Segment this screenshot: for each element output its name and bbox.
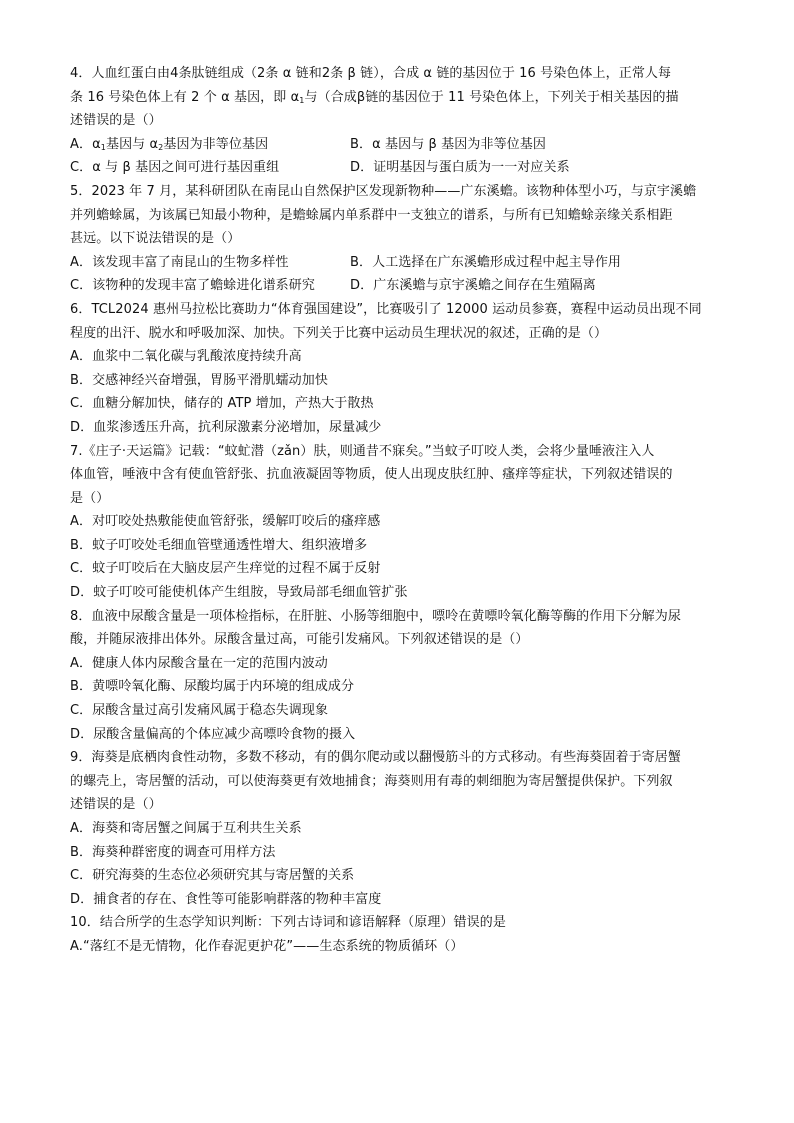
question-9-stem-line: 9．海葵是底栖肉食性动物，多数不移动，有的偶尔爬动或以翻慢筋斗的方式移动。有些海葵固着于寄居蟹 (70, 750, 681, 766)
question-6-option-a: A．血浆中二氧化碳与乳酸浓度持续升高 (70, 349, 302, 365)
question-6-stem-line: 6．TCL2024 惠州马拉松比赛助力“体育强国建设”，比赛吸引了 12000 运动员参赛，赛程中运动员出现不同 (70, 301, 702, 317)
option-text: A．α (70, 136, 101, 152)
question-4-stem-line (70, 86, 730, 110)
question-4-option-a (70, 133, 350, 157)
question-4-text: 与（合成β链的基因位于 11 号染色体上，下列关于相关基因的描 (304, 89, 679, 105)
question-5-stem-line: 甚远。以下说法错误的是（） (70, 231, 241, 247)
question-4-stem-line: 4．人血红蛋白由4条肽链组成（2条 α 链和2条 β 链），合成 α 链的基因位于 16 号染色体上，正常人每 (70, 66, 672, 81)
question-9 (70, 746, 730, 911)
question-5-stem-line: 5．2023 年 7 月，某科研团队在南昆山自然保护区发现新物种——广东溪蟾。该物种体型小巧，与京宇溪蟾 (70, 183, 697, 199)
question-5-options-row (70, 274, 730, 298)
question-8-option-b: B．黄嘌呤氧化酶、尿酸均属于内环境的组成成分 (70, 679, 355, 695)
subscript: 1 (299, 95, 305, 105)
question-7-stem-line: 是（） (70, 490, 110, 506)
question-7-option-b: B．蚊子叮咬处毛细血管壁通透性增大、组织液增多 (70, 537, 368, 553)
question-8-option-c: C．尿酸含量过高引发痛风属于稳态失调现象 (70, 703, 329, 719)
question-6 (70, 298, 730, 440)
question-5-options-row (70, 251, 730, 275)
question-8 (70, 605, 730, 747)
question-4-text: 条 16 号染色体上有 2 个 α 基因，即 α (70, 89, 300, 105)
question-5-option-b: B．人工选择在广东溪蟾形成过程中起主导作用 (350, 254, 622, 270)
question-7-option-a: A．对叮咬处热敷能使血管舒张，缓解叮咬后的瘙痒感 (70, 514, 381, 530)
question-9-option-c: C．研究海葵的生态位必须研究其与寄居蟹的关系 (70, 868, 355, 884)
question-4 (70, 62, 730, 180)
question-8-option-a: A．健康人体内尿酸含量在一定的范围内波动 (70, 655, 328, 671)
question-4-options-row (70, 156, 730, 180)
question-8-stem-line: 8．血液中尿酸含量是一项体检指标，在肝脏、小肠等细胞中，嘌呤在黄嘌呤氧化酶等酶的作用下分解为尿 (70, 608, 681, 624)
question-6-stem-line: 程度的出汗、脱水和呼吸加深、加快。下列关于比赛中运动员生理状况的叙述，正确的是（） (70, 325, 608, 341)
option-text: 基因为非等位基因 (163, 136, 269, 152)
question-4-option-b: B．α 基因与 β 基因为非等位基因 (350, 136, 546, 152)
subscript: 1 (100, 142, 106, 152)
question-7-option-c: C．蚊子叮咬后在大脑皮层产生痒觉的过程不属于反射 (70, 561, 381, 577)
question-6-option-d: D．血浆渗透压升高，抗利尿激素分泌增加，尿量减少 (70, 419, 382, 435)
question-9-option-b: B．海葵种群密度的调查可用样方法 (70, 844, 276, 860)
question-9-stem-line: 述错误的是（） (70, 797, 162, 813)
subscript: 2 (158, 142, 164, 152)
question-9-option-a: A．海葵和寄居蟹之间属于互利共生关系 (70, 821, 302, 836)
option-text: 基因与 α (105, 136, 159, 152)
question-6-option-c: C．血糖分解加快，储存的 ATP 增加，产热大于散热 (70, 396, 374, 412)
question-7 (70, 440, 730, 605)
question-5-stem-line: 并列蟾蜍属，为该属已知最小物种，是蟾蜍属内单系群中一支独立的谱系，与所有已知蟾蜍亲缘关系相距 (70, 207, 673, 223)
question-8-option-d: D．尿酸含量偏高的个体应减少高嘌呤食物的摄入 (70, 726, 356, 742)
question-4-option-d: D．证明基因与蛋白质为一一对应关系 (350, 160, 570, 176)
question-6-option-b: B．交感神经兴奋增强，胃肠平滑肌蠕动加快 (70, 372, 328, 388)
question-4-options-row (70, 133, 730, 157)
question-10 (70, 911, 730, 958)
question-4-stem-line: 述错误的是（） (70, 113, 162, 129)
question-5-option-a: A．该发现丰富了南昆山的生物多样性 (70, 254, 289, 270)
question-9-option-d: D．捕食者的存在、食性等可能影响群落的物种丰富度 (70, 891, 382, 907)
question-8-stem-line: 酸，并随尿液排出体外。尿酸含量过高，可能引发痛风。下列叙述错误的是（） (70, 632, 529, 648)
question-5 (70, 180, 730, 298)
question-5-option-c: C．该物种的发现丰富了蟾蜍进化谱系研究 (70, 278, 315, 294)
exam-page (70, 62, 730, 959)
question-7-stem-line: 体血管，唾液中含有使血管舒张、抗血液凝固等物质，使人出现皮肤红肿、瘙痒等症状，下列叙述错误的 (70, 467, 673, 483)
question-5-option-d: D．广东溪蟾与京宇溪蟾之间存在生殖隔离 (350, 278, 596, 294)
question-10-option-a: A.“落红不是无情物，化作春泥更护花”——生态系统的物质循环（） (70, 938, 464, 954)
question-4-option-c: C．α 与 β 基因之间可进行基因重组 (70, 160, 280, 176)
question-7-option-d: D．蚊子叮咬可能使机体产生组胺，导致局部毛细血管扩张 (70, 585, 408, 601)
question-9-stem-line: 的螺壳上，寄居蟹的活动，可以使海葵更有效地捕食；海葵则用有毒的刺细胞为寄居蟹提供保护。下列叙 (70, 773, 673, 789)
question-10-stem-line: 10．结合所学的生态学知识判断：下列古诗词和谚语解释（原理）错误的是 (70, 915, 506, 931)
question-7-stem-line: 7.《庄子·天运篇》记载：“蚊虻潜（zǎn）肤，则通昔不寐矣。”当蚊子叮咬人类，会将少量唾液注入人 (70, 443, 655, 459)
